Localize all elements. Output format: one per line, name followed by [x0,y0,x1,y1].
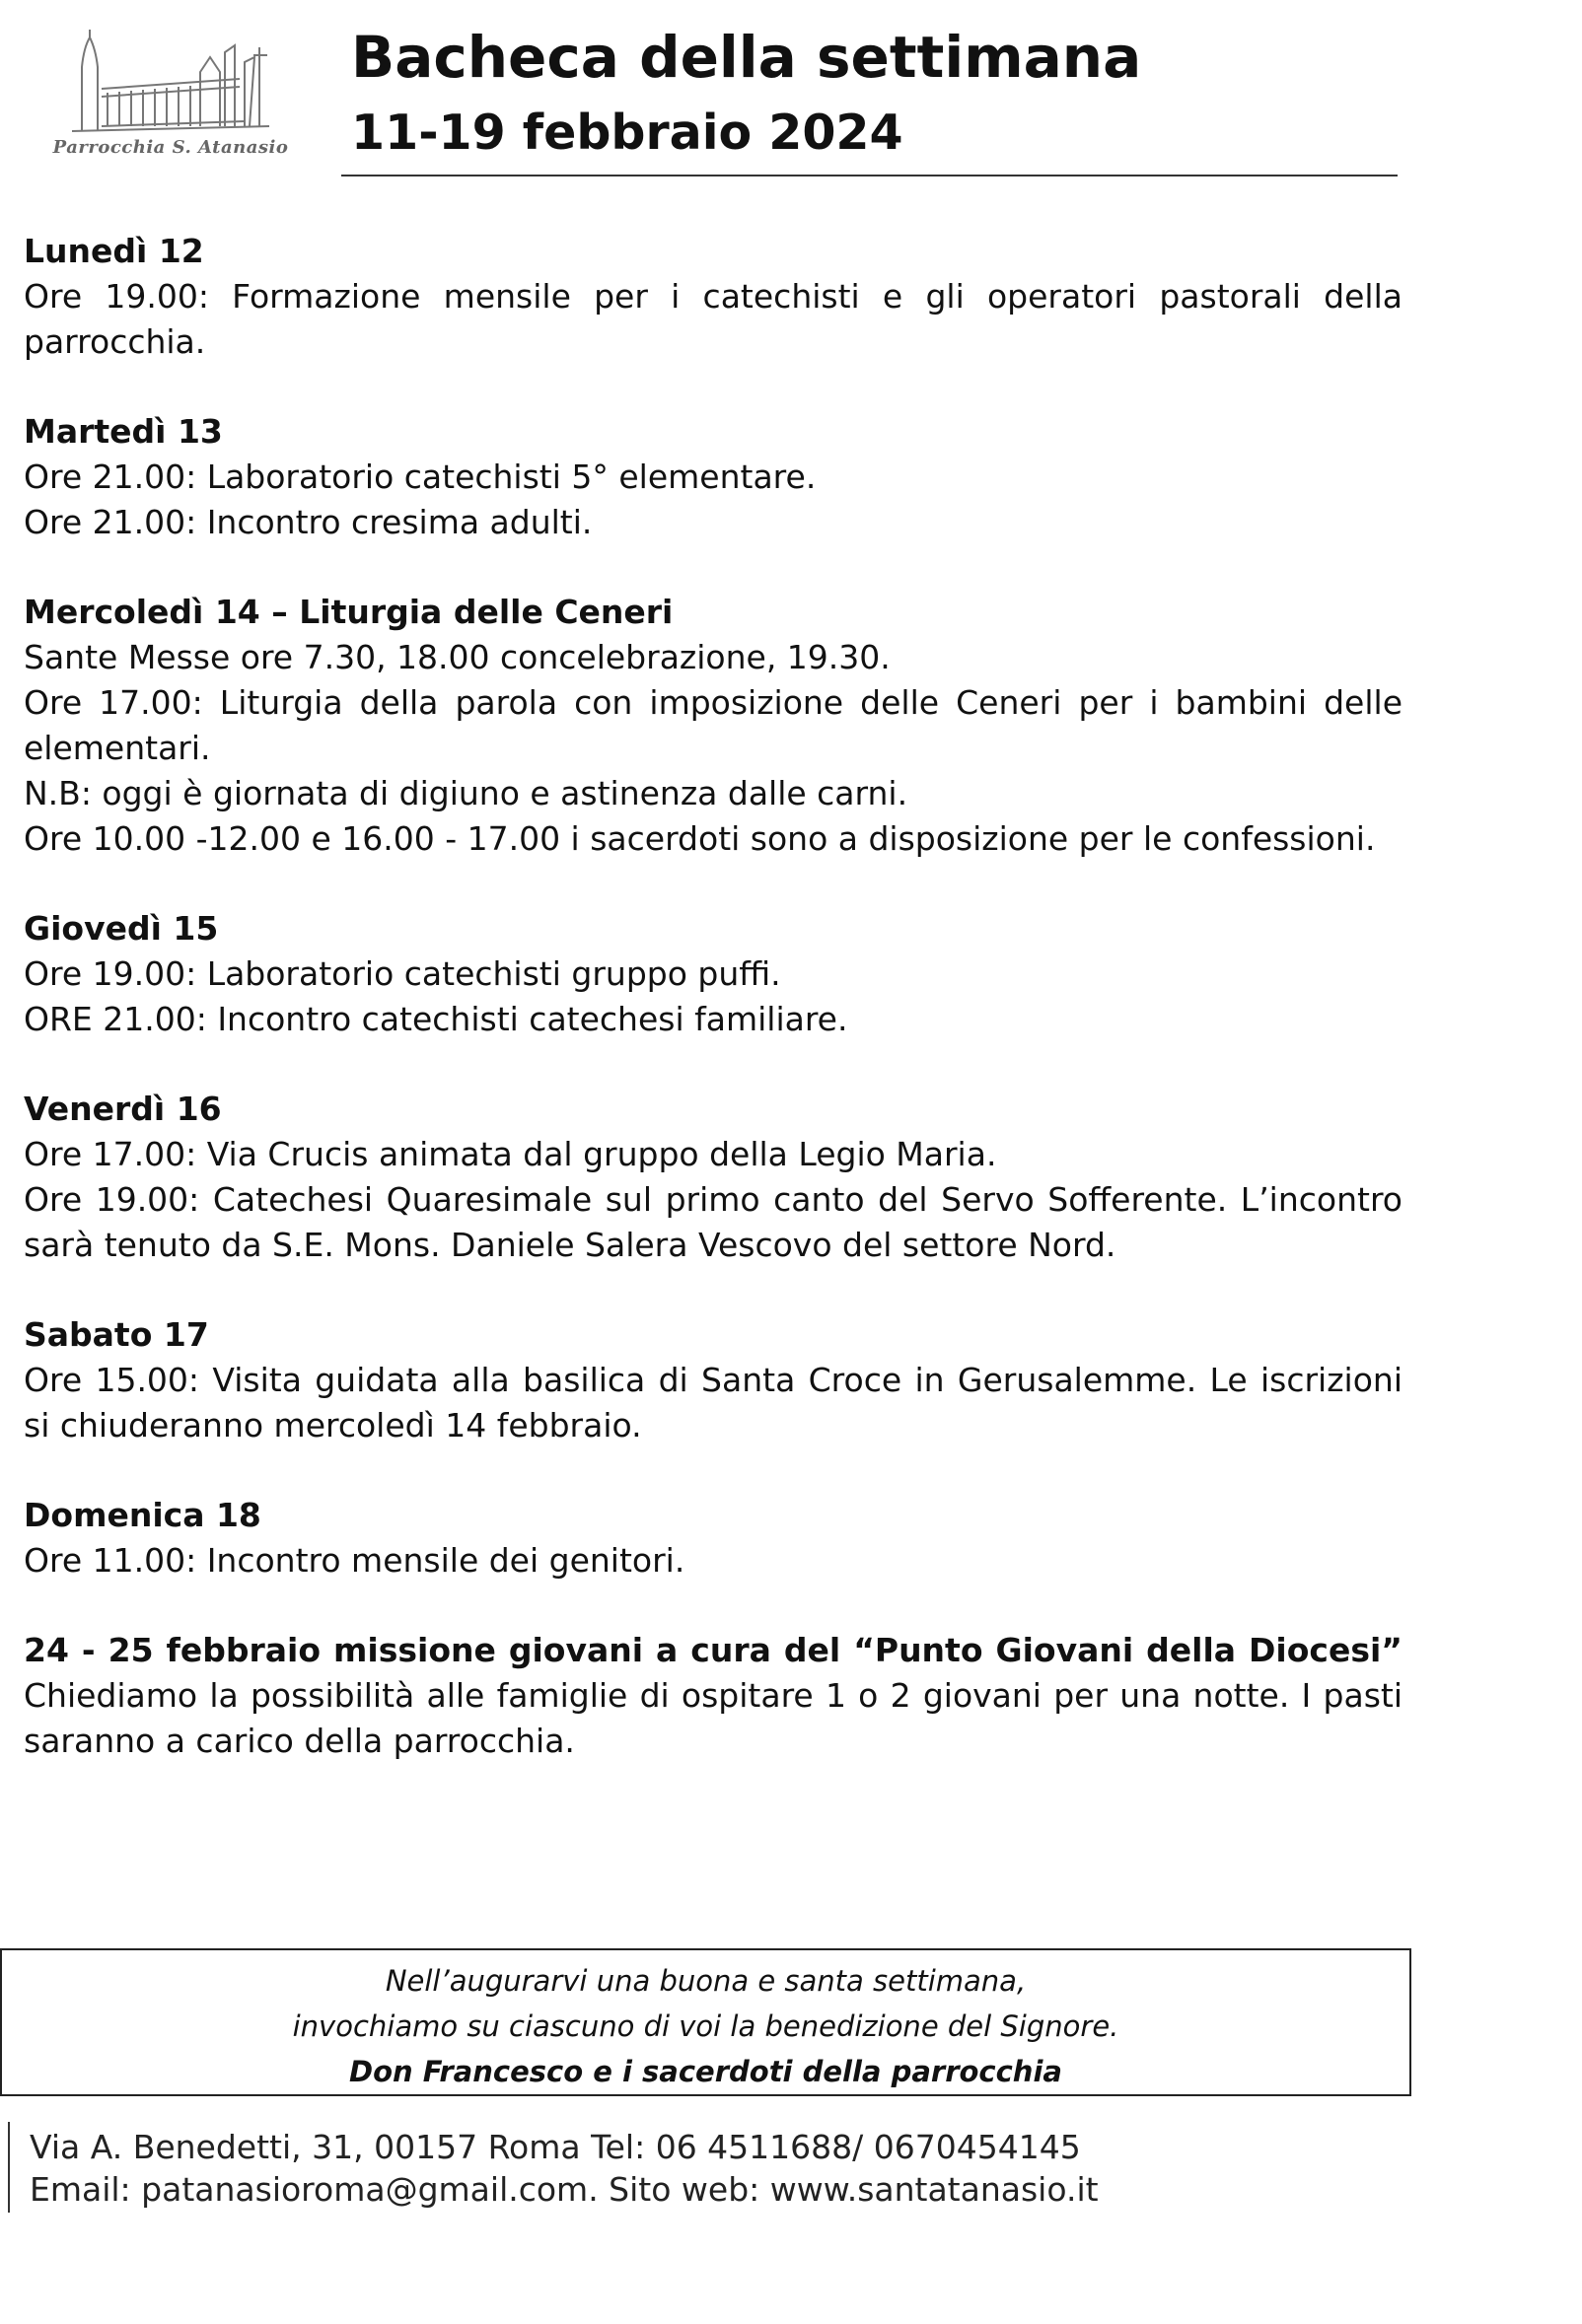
footer-contact: Email: patanasioroma@gmail.com. Sito web: www.santatanasio.it [30,2170,1099,2209]
parish-name: Parrocchia S. Atanasio [52,137,289,158]
closing-line: Nell’augurarvi una buona e santa settimana, [385,1964,1027,1998]
day-monday [24,229,1402,365]
day-heading: Mercoledì 14 – Liturgia delle Ceneri [24,593,674,631]
event-line: Ore 17.00: Liturgia della parola con imposizione delle Ceneri per i bambini delle elementari. [24,683,1402,767]
weekly-schedule [24,229,1402,1808]
day-saturday [24,1312,1402,1448]
event-line: Ore 17.00: Via Crucis animata dal gruppo della Legio Maria. [24,1135,997,1173]
event-line: N.B: oggi è giornata di digiuno e astinenza dalle carni. [24,774,908,812]
footer-contacts [30,2126,1099,2211]
page-subtitle: 11-19 febbraio 2024 [351,105,903,161]
day-heading: Venerdì 16 [24,1090,222,1128]
event-line: ORE 21.00: Incontro catechisti catechesi familiare. [24,1000,848,1038]
event-line: Ore 10.00 -12.00 e 16.00 - 17.00 i sacerdoti sono a disposizione per le confessioni. [24,819,1376,858]
day-tuesday [24,409,1402,545]
event-line: Ore 19.00: Formazione mensile per i catechisti e gli operatori pastorali della parrocchia. [24,277,1402,361]
event-line: Ore 21.00: Incontro cresima adulti. [24,503,593,541]
page-title: Bacheca della settimana [351,24,1142,91]
day-heading: Domenica 18 [24,1496,261,1534]
day-friday [24,1087,1402,1268]
footer-address: Via A. Benedetti, 31, 00157 Roma Tel: 06 4511688/ 0670454145 [30,2128,1081,2166]
day-sunday [24,1493,1402,1584]
parish-logo [33,28,309,176]
event-line: Ore 21.00: Laboratorio catechisti 5° elementare. [24,458,817,496]
event-line: Ore 15.00: Visita guidata alla basilica di Santa Croce in Gerusalemme. Le iscrizioni si chiuderanno mercoledì 14 febbraio. [24,1361,1402,1444]
closing-line: invochiamo su ciascuno di voi la benedizione del Signore. [292,2009,1119,2043]
day-wednesday [24,590,1402,862]
day-heading: Giovedì 15 [24,909,219,948]
footer-divider [8,2122,10,2213]
youth-mission [24,1628,1402,1764]
event-line: Ore 19.00: Catechesi Quaresimale sul primo canto del Servo Sofferente. L’incontro sarà tenuto da S.E. Mons. Daniele Salera Vescovo del settore Nord. [24,1180,1402,1264]
day-thursday [24,906,1402,1042]
header-divider [341,175,1398,176]
event-line: Ore 19.00: Laboratorio catechisti gruppo puffi. [24,954,781,993]
day-heading: Lunedì 12 [24,232,204,270]
day-heading: Martedì 13 [24,412,223,451]
mission-heading: 24 - 25 febbraio missione giovani a cura del “Punto Giovani della Diocesi” [24,1631,1402,1669]
closing-signature: Don Francesco e i sacerdoti della parrocchia [349,2055,1062,2088]
event-line: Chiediamo la possibilità alle famiglie di ospitare 1 o 2 giovani per una notte. I pasti saranno a carico della parrocchia. [24,1676,1402,1760]
closing-message [0,1948,1411,2096]
event-line: Ore 11.00: Incontro mensile dei genitori. [24,1541,685,1580]
event-line: Sante Messe ore 7.30, 18.00 concelebrazione, 19.30. [24,638,891,676]
day-heading: Sabato 17 [24,1315,209,1354]
church-sketch-icon [62,28,279,136]
